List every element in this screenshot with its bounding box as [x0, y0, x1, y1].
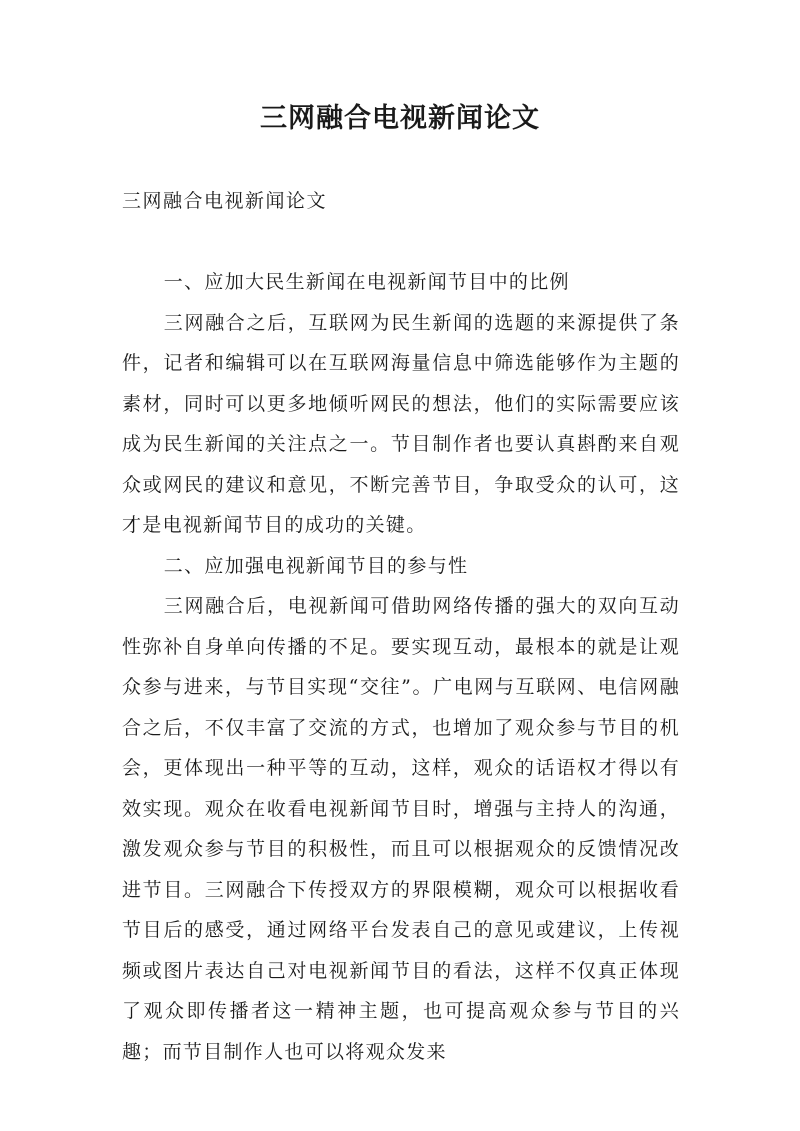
section-paragraph-1: 三网融合之后，互联网为民生新闻的选题的来源提供了条件，记者和编辑可以在互联网海量信息中筛选能够作为主题的素材，同时可以更多地倾听网民的想法，他们的实际需要应该成为民生新闻的关注点之一。节目制作者也要认真斟酌来自观众或网民的建议和意见，不断完善节目，争取受众的认可，这才是电视新闻节目的成功的关键。 [122, 311, 680, 536]
document-subtitle: 三网融合电视新闻论文 [122, 190, 328, 212]
section-paragraph-2: 三网融合后，电视新闻可借助网络传播的强大的双向互动性弥补自身单向传播的不足。要实现互动，最根本的就是让观众参与进来，与节目实现“交往”。广电网与互联网、电信网融合之后，不仅丰富了交流的方式，也增加了观众参与节目的机会，更体现出一种平等的互动，这样，观众的话语权才得以有效实现。观众在收看电视新闻节目时，增强与主持人的沟通，激发观众参与节目的积极性，而且可以根据观众的反馈情况改进节目。三网融合下传授双方的界限模糊，观众可以根据收看节目后的感受，通过网络平台发表自己的意见或建议，上传视频或图片表达自己对电视新闻节目的看法，这样不仅真正体现了观众即传播者这一精神主题，也可提高观众参与节目的兴趣；而节目制作人也可以将观众发来 [122, 595, 680, 1063]
document-body [122, 262, 680, 1072]
document-title: 三网融合电视新闻论文 [260, 103, 540, 134]
section-heading-1: 一、应加大民生新闻在电视新闻节目中的比例 [163, 271, 570, 293]
section-heading-2: 二、应加强电视新闻节目的参与性 [163, 554, 469, 577]
